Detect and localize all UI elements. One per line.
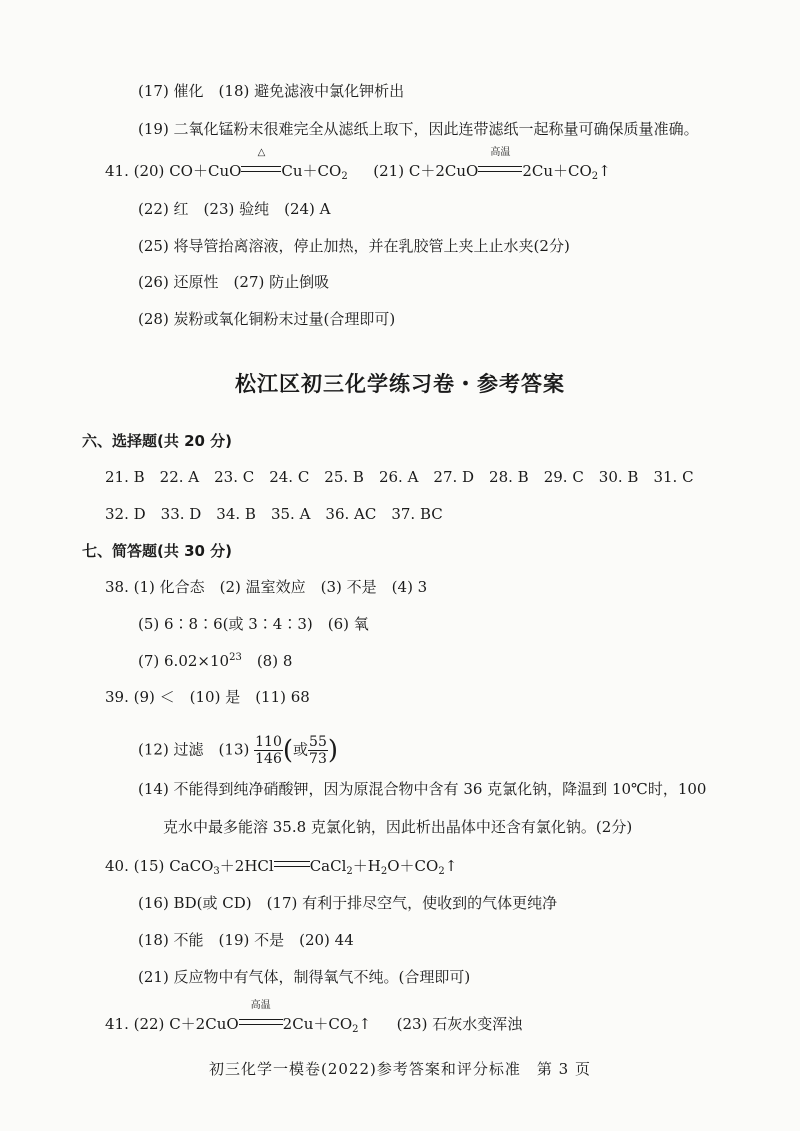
mc-answers-row-1: 21. B 22. A 23. C 24. C 25. B 26. A 27. D 28. B 29. C 30. B 31. C <box>105 468 694 486</box>
equation-c-cuo: C＋2CuO 高温 $2Cu+CO_2↑$ <box>408 147 611 182</box>
equation-co-cuo: CO＋CuO △ $Cu+CO_2$ <box>169 147 348 182</box>
answer-22-24: (22) 红 (23) 验纯 (24) A <box>138 200 331 218</box>
section-7-heading: 七、简答题(共 30 分) <box>82 542 233 560</box>
answer-40-line-1: 40. (15) CaCO$_3$＋2HCl $CaCl_2+H_2O+CO_2↑$ <box>105 857 458 877</box>
answer-26-27: (26) 还原性 (27) 防止倒吸 <box>138 273 330 291</box>
answer-39-line-2: (12) 过滤 (13) $\frac{110}{146}$ (或 $\frac{55}{73}$ ) <box>138 734 339 767</box>
mc-answers-row-2: 32. D 33. D 34. B 35. A 36. AC 37. BC <box>105 505 443 523</box>
answer-38-line-2: (5) 6∶8∶6(或 3∶4∶3) (6) 氧 <box>138 615 369 633</box>
answer-41-20-21: 41. (20) CO＋CuO △ $Cu+CO_2$ (21) C＋2CuO 高温 $2Cu+CO_2↑$ <box>105 147 611 182</box>
answer-38-line-1: 38. (1) 化合态 (2) 温室效应 (3) 不是 (4) 3 <box>105 578 428 596</box>
answer-40-line-3: (18) 不能 (19) 不是 (20) 44 <box>138 931 354 949</box>
answer-41-22-23: 41. (22) C＋2CuO 高温 $2Cu+CO_2↑$ (23) 石灰水变浑浊 <box>105 1000 523 1035</box>
gas-arrow-icon: ↑ <box>444 857 458 875</box>
answer-40-line-4: (21) 反应物中有气体，制得氧气不纯。(合理即可) <box>138 968 471 986</box>
answer-19: (19) 二氧化锰粉末很难完全从滤纸上取下，因此连带滤纸一起称量可确保质量准确。 <box>138 120 699 138</box>
answer-38-line-3: (7) $6.02\times 10^{23}$ (8) 8 <box>138 652 293 670</box>
answer-17-18: (17) 催化 (18) 避免滤液中氯化钾析出 <box>138 82 405 100</box>
answer-39-line-1: 39. (9) ＜ (10) 是 (11) 68 <box>105 688 310 706</box>
answer-25: (25) 将导管抬离溶液，停止加热，并在乳胶管上夹上止水夹(2分) <box>138 237 570 255</box>
q41-number: 41. (20) <box>105 162 165 180</box>
page-footer: 初三化学一模卷(2022)参考答案和评分标准 第 3 页 <box>209 1060 591 1078</box>
fraction-110-146: $\frac{110}{146}$ <box>255 734 282 767</box>
fraction-55-73: $\frac{55}{73}$ <box>309 734 327 767</box>
answer-40-line-2: (16) BD(或 CD) (17) 有利于排尽空气，使收到的气体更纯净 <box>138 894 558 912</box>
page-title: 松江区初三化学练习卷・参考答案 <box>235 372 565 396</box>
answer-39-line-3: (14) 不能得到纯净硝酸钾，因为原混合物中含有 36 克氯化钠，降温到 10℃时，100 <box>138 780 707 798</box>
gas-arrow-icon: ↑ <box>598 162 611 180</box>
heat-symbol: △ <box>257 147 266 158</box>
section-6-heading: 六、选择题(共 20 分) <box>82 432 233 450</box>
equation-c-cuo-2: C＋2CuO 高温 $2Cu+CO_2↑$ <box>169 1000 372 1035</box>
answer-39-line-4: 克水中最多能溶 35.8 克氯化钠，因此析出晶体中还含有氯化钠。(2分) <box>163 818 633 836</box>
answer-28: (28) 炭粉或氧化铜粉末过量(合理即可) <box>138 310 396 328</box>
gas-arrow-icon: ↑ <box>358 1015 372 1033</box>
equation-caco3-hcl: CaCO$_3$＋2HCl $CaCl_2+H_2O+CO_2↑$ <box>169 857 458 877</box>
